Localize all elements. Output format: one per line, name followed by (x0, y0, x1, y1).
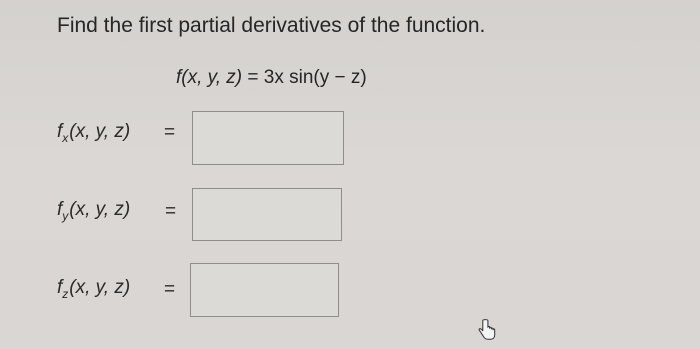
partial-subscript: y (62, 209, 69, 223)
partial-subscript: x (62, 131, 69, 145)
partial-args: (x, y, z) (69, 121, 131, 142)
partial-args: (x, y, z) (69, 199, 131, 220)
answer-input-fy[interactable] (192, 188, 342, 241)
partial-label-x (57, 120, 130, 145)
partial-label-z (57, 276, 130, 301)
equals-sign: = (164, 279, 176, 300)
function-equals: = (242, 67, 264, 88)
question-prompt: Find the first partial derivatives of the function. (57, 14, 486, 37)
equals-sign: = (164, 122, 176, 143)
hand-pointer-icon (476, 318, 498, 344)
function-rhs: 3x sin(y − z) (263, 67, 367, 88)
partial-args: (x, y, z) (69, 277, 131, 298)
partial-subscript: z (62, 287, 69, 301)
function-lhs: f(x, y, z) (176, 67, 243, 88)
answer-input-fz[interactable] (190, 263, 339, 317)
partial-f: f (57, 199, 63, 220)
answer-input-fx[interactable] (192, 111, 344, 165)
equals-sign: = (165, 201, 177, 222)
partial-f: f (57, 121, 63, 142)
partial-label-y (57, 198, 130, 223)
partial-f: f (57, 277, 63, 298)
function-definition (176, 66, 367, 90)
